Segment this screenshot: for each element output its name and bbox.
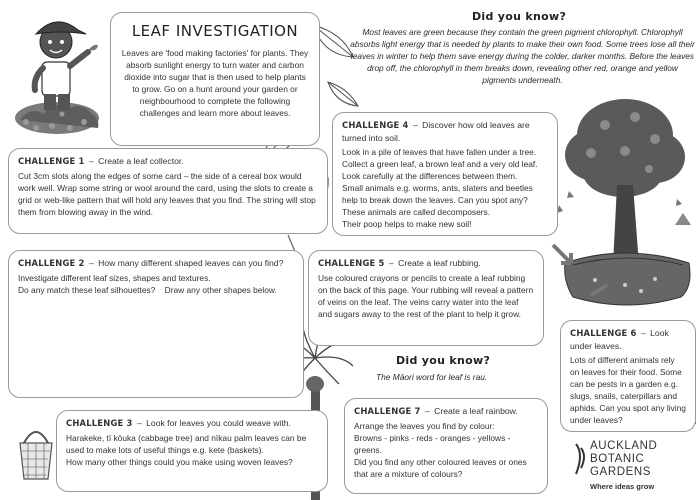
logo-line-1: AUCKLAND <box>590 440 658 452</box>
logo-line-2: BOTANIC GARDENS <box>590 453 652 479</box>
challenge-7-line-2: Browns - pinks - reds - oranges - yellows - greens. <box>354 432 511 455</box>
challenge-5-text: Use coloured crayons or pencils to create a leaf rubbing on the back of this page. Your rubbing will reveal a pattern of veins on the leaf. The veins carry water into the leaf and sugars away to the rest of the plant to help it grow. <box>318 272 534 319</box>
auckland-botanic-gardens-logo <box>570 440 698 496</box>
boy-illustration <box>12 2 102 140</box>
challenge-7-box: CHALLENGE 7 – Create a leaf rainbow. Arrange the leaves you find by colour: Browns - pinks - reds - oranges - yellows - greens. Did you find any other coloured leaves or ones that are a mixture of colours? <box>344 398 548 494</box>
page-title: LEAF INVESTIGATION <box>131 22 299 40</box>
did-you-know-text-1: Most leaves are green because they contain the green pigment chlorophyll. Chlorophyll absorbs light energy that is needed by plants to make their own food. Some trees lose all their leaves in winter to help them save energy during the colder, darker months. Before the leaves drop off, the chlorophyll in them breaks down, revealing other red, orange and yellow pigments underneath. <box>350 27 695 86</box>
challenge-3-line-1: Harakeke, tī kōuka (cabbage tree) and nīkau palm leaves can be used to make lots of useful things e.g. kete (baskets). <box>66 432 307 455</box>
challenge-2-label: CHALLENGE 2 <box>18 258 85 268</box>
challenge-3-task: Look for leaves you could weave with. <box>146 418 291 428</box>
challenge-5-label: CHALLENGE 5 <box>318 258 385 268</box>
intro-text: Leaves are 'food making factories' for plants. They absorb sunlight energy to turn water and carbon dioxide into sugar that is then used to help plants to grow. Go on a hunt around your garden or neighbourhood to complete the following challenges and learn more about leaves. <box>121 48 309 118</box>
challenge-7-label: CHALLENGE 7 <box>354 406 421 416</box>
challenge-2-line-1: Investigate different leaf sizes, shapes and textures. <box>18 272 211 283</box>
challenge-2-task: How many different shaped leaves can you find? <box>98 258 284 268</box>
challenge-4-line-2: Collect a green leaf, a brown leaf and a very old leaf. <box>342 159 538 170</box>
challenge-4-line-1: Look in a pile of leaves that have fallen under a tree. <box>342 147 537 158</box>
challenge-3-line-2: How many other things could you make using woven leaves? <box>66 456 293 467</box>
challenge-7-line-3: Did you find any other coloured leaves or ones that are a mixture of colours? <box>354 456 527 479</box>
challenge-4-box: CHALLENGE 4 – Discover how old leaves are turned into soil. Look in a pile of leaves that have fallen under a tree. Collect a green leaf, a brown leaf and a very old leaf. Look carefully at the differences between them. Small animals e.g. worms, ants, slaters and beetles help to break down the leaves. Can you spot any? These animals are called decomposers. Their poop helps to make new soil! <box>332 112 558 236</box>
challenge-3-label: CHALLENGE 3 <box>66 418 133 428</box>
challenge-6-task: Look under leaves. <box>570 328 669 351</box>
did-you-know-heading-2: Did you know? <box>396 354 491 367</box>
challenge-5-box: CHALLENGE 5 – Create a leaf rubbing. Use coloured crayons or pencils to create a leaf rubbing on the back of this page. Your rubbing will reveal a pattern of veins on the leaf. The veins carry water into the leaf and sugars away to the rest of the plant to help it grow. <box>308 250 544 346</box>
challenge-6-box: CHALLENGE 6 – Look under leaves. Lots of different animals rely on leaves for their food. Some can be pests in a garden e.g. slugs, snails, caterpillars and aphids. Can you spot any living under leaves? <box>560 320 696 432</box>
challenge-1-task: Create a leaf collector. <box>98 156 184 166</box>
challenge-7-task: Create a leaf rainbow. <box>434 406 518 416</box>
tree-soil-illustration <box>545 95 695 310</box>
challenge-4-label: CHALLENGE 4 <box>342 120 409 130</box>
challenge-5-task: Create a leaf rubbing. <box>398 258 481 268</box>
challenge-6-label: CHALLENGE 6 <box>570 328 637 338</box>
challenge-6-text: Lots of different animals rely on leaves for their food. Some can be pests in a garden e.g. slugs, snails, caterpillars and aphids. Can you spot any living under leaves? <box>570 355 686 425</box>
challenge-4-line-5: These animals are called decomposers. <box>342 206 491 217</box>
challenge-7-line-1: Arrange the leaves you find by colour: <box>354 420 495 431</box>
logo-tagline: Where ideas grow <box>590 481 655 491</box>
challenge-2-line-2: Do any match these leaf silhouettes? Draw any other shapes below. <box>18 284 277 295</box>
challenge-4-line-4: Small animals e.g. worms, ants, slaters and beetles help to break down the leaves. Can you spot any? <box>342 182 533 205</box>
intro-box <box>110 12 320 146</box>
challenge-1-box: CHALLENGE 1 – Create a leaf collector. Cut 3cm slots along the edges of some card – the side of a cereal box would work well. Wrap some string or wool around the card, using the slots to create a grid or web-like pattern that will hold any leaves that you find. The string will stop them from blowing away in the wind. <box>8 148 328 234</box>
challenge-2-box: CHALLENGE 2 – How many different shaped leaves can you find? Investigate different leaf sizes, shapes and textures. Do any match these leaf silhouettes? Draw any other shapes below. <box>8 250 304 398</box>
did-you-know-text-2: The Māori word for leaf is rau. <box>376 372 488 382</box>
challenge-1-text: Cut 3cm slots along the edges of some card – the side of a cereal box would work well. Wrap some string or wool around the card, using the slots to create a grid or web-like pattern that will hold any leaves that you find. The string will stop them from blowing away in the wind. <box>18 170 316 217</box>
kete-basket-illustration <box>16 425 56 481</box>
challenge-4-line-6: Their poop helps to make new soil! <box>342 218 472 229</box>
logo-leaf-icon <box>572 442 586 476</box>
challenge-1-label: CHALLENGE 1 <box>18 156 85 166</box>
did-you-know-heading-1: Did you know? <box>472 10 567 23</box>
challenge-4-task: Discover how old leaves are turned into soil. <box>342 120 530 143</box>
challenge-4-line-3: Look carefully at the differences between them. <box>342 170 518 181</box>
challenge-3-box: CHALLENGE 3 – Look for leaves you could weave with. Harakeke, tī kōuka (cabbage tree) and nīkau palm leaves can be used to make lots of useful things e.g. kete (baskets). How many other things could you make using woven leaves? <box>56 410 328 492</box>
